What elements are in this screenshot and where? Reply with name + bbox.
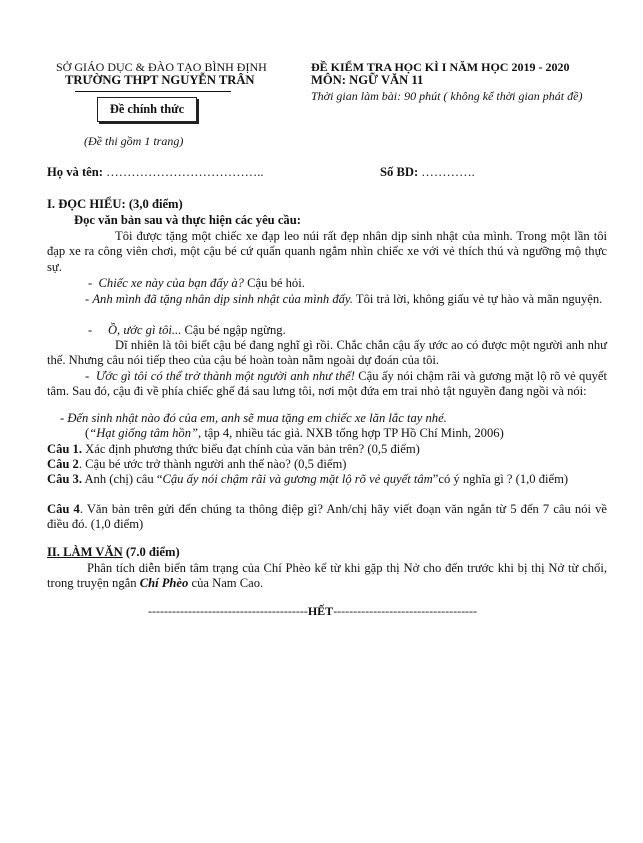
essay-text-a: Phân tích diễn biến tâm trạng của Chí Phèo kể từ khi gặp thị Nở cho đến trước khi bị thị Nở từ chối, trong truyện ngắn	[47, 561, 607, 591]
official-exam-stamp: Đề chính thức	[97, 97, 197, 122]
section2-title: II. LÀM VĂN	[47, 545, 123, 559]
q4-label: Câu 4	[47, 502, 80, 516]
q2-label: Câu 2	[47, 457, 79, 471]
dialogue-line-3: - Ồ, ước gì tôi... Cậu bé ngập ngừng.	[88, 323, 286, 337]
candidate-name-line	[47, 165, 264, 180]
dialogue-3-italic: Ồ, ước gì tôi...	[107, 323, 182, 337]
dialogue-4-italic: Ước gì tôi có thể trở thành một người anh như thế!	[95, 369, 355, 383]
name-blank: ………………………………..	[106, 165, 264, 179]
dialogue-3-rest: Cậu bé ngập ngừng.	[181, 323, 286, 337]
essay-text-b: của Nam Cao.	[188, 576, 264, 591]
dialogue-line-1: - Chiếc xe này của bạn đấy à? Cậu bé hỏi.	[88, 276, 305, 290]
school-name: TRƯỜNG THPT NGUYỄN TRÂN	[65, 73, 255, 87]
section2-points: (7.0 điểm)	[122, 545, 180, 559]
section1-instruction: Đọc văn bản sau và thực hiện các yêu cầu:	[74, 213, 301, 227]
end-label: HẾT	[307, 604, 334, 618]
q3-text-b: ”có ý nghĩa gì ? (1,0 điểm)	[432, 472, 569, 486]
passage-paragraph-1: Tôi được tặng một chiếc xe đạp leo núi rất đẹp nhân dịp sinh nhật của mình. Trong một lần tôi đạp xe ra công viên chơi, một cậu bé cứ quẩn quanh ngắm nhìn chiếc xe với vẻ thích thú và ngưỡng mộ thực sự.	[47, 229, 607, 274]
end-marker	[148, 604, 477, 619]
sbd-label: Số BD:	[380, 165, 419, 179]
q2-text: . Cậu bé ước trở thành người anh thế nào? (0,5 điểm)	[78, 457, 347, 471]
section2-heading	[47, 545, 180, 560]
q3-text-a: Anh (chị) câu “	[82, 472, 163, 486]
passage-source	[85, 426, 504, 441]
question-1	[47, 442, 420, 457]
question-2	[47, 457, 346, 472]
candidate-number-line	[380, 165, 475, 180]
name-label: Họ và tên:	[47, 165, 103, 179]
q1-label: Câu 1.	[47, 442, 82, 456]
end-dashes-right: ------------------------------------	[333, 604, 478, 618]
dialogue-1-rest: Cậu bé hỏi.	[243, 276, 305, 290]
header-underline	[75, 91, 231, 92]
section1-heading: I. ĐỌC HIỂU: (3,0 điểm)	[47, 197, 183, 211]
essay-work-title: Chí Phèo	[139, 576, 189, 591]
passage-paragraph-2: Dĩ nhiên là tôi biết cậu bé đang nghĩ gì rồi. Chắc chắn cậu ấy ước ao có được một người anh như thế. Nhưng câu nói tiếp theo của cậu bé hoàn toàn nằm ngoài dự đoán của tôi.	[47, 338, 607, 368]
source-open: (	[85, 426, 90, 440]
dialogue-2-italic: Anh mình đã tặng nhân dịp sinh nhật của mình đấy.	[92, 292, 353, 306]
question-3	[47, 472, 607, 487]
dialogue-line-4: - Ước gì tôi có thể trở thành một người anh như thế! Cậu ấy nói chậm rãi và gương mặt lộ rõ vẻ quyết tâm. Sau đó, cậu đi về phía chiếc ghế đá sau lưng tôi, nơi một đứa em trai nhỏ tật nguyền đang ngồi và nói:	[47, 369, 607, 399]
q4-text: . Văn bản trên gửi đến chúng ta thông điệp gì? Anh/chị hãy viết đoạn văn ngắn từ 5 đến 7 câu nói về điều đó. (1,0 điểm)	[47, 502, 608, 532]
end-dashes-left: ----------------------------------------	[148, 604, 308, 618]
dialogue-1-italic: Chiếc xe này của bạn đấy à?	[98, 276, 244, 290]
sbd-blank: ………….	[421, 165, 475, 179]
question-4	[47, 502, 607, 533]
q1-text: Xác định phương thức biểu đạt chính của văn bản trên? (0,5 điểm)	[82, 442, 420, 456]
subject-line: MÔN: NGỮ VĂN 11	[311, 73, 424, 87]
closing-quote: - Đến sinh nhật nào đó của em, anh sẽ mua tặng em chiếc xe lăn lắc tay nhé.	[60, 411, 447, 425]
source-rest: , tập 4, nhiều tác giả. NXB tổng hợp TP Hồ Chí Minh, 2006)	[198, 426, 504, 440]
source-title: “Hạt giống tâm hồn”	[89, 426, 199, 440]
dialogue-4-rest: Cậu ấy nói chậm rãi và gương mặt lộ rõ vẻ quyết tâm. Sau đó, cậu đi về phía chiếc ghế đá sau lưng tôi, nơi một đứa em trai nhỏ tật nguyền đang ngồi và nói:	[47, 369, 607, 399]
pages-note: (Đề thi gồm 1 trang)	[84, 134, 184, 148]
q3-label: Câu 3.	[47, 472, 82, 486]
dialogue-2-rest: Tôi trả lời, không giấu vẻ tự hào và mãn nguyện.	[352, 292, 603, 306]
exam-title: ĐỀ KIỂM TRA HỌC KÌ I NĂM HỌC 2019 - 2020	[311, 60, 570, 74]
essay-prompt	[47, 561, 607, 592]
dialogue-line-2: - Anh mình đã tặng nhân dịp sinh nhật của mình đấy. Tôi trả lời, không giấu vẻ tự hào và mãn nguyện.	[85, 292, 603, 306]
time-note: Thời gian làm bài: 90 phút ( không kể thời gian phát đề)	[311, 89, 583, 103]
department-name: SỞ GIÁO DỤC & ĐÀO TẠO BÌNH ĐỊNH	[56, 60, 267, 74]
q3-quoted: Cậu ấy nói chậm rãi và gương mặt lộ rõ vẻ quyết tâm	[162, 472, 433, 486]
